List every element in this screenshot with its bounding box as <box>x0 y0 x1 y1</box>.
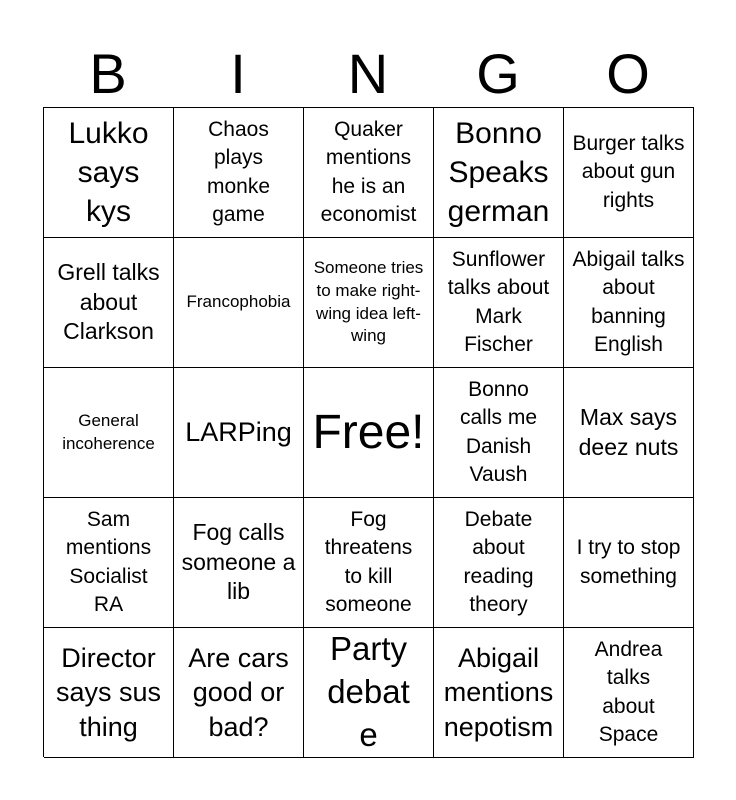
cell-text: Party debate <box>327 630 410 753</box>
bingo-cell[interactable] <box>434 628 564 758</box>
bingo-cell[interactable] <box>564 368 694 498</box>
bingo-cell[interactable] <box>564 108 694 238</box>
header-letter-b: B <box>89 42 127 105</box>
bingo-header <box>43 40 693 108</box>
bingo-cell[interactable] <box>304 238 434 368</box>
header-letter-n: N <box>347 42 389 105</box>
bingo-cell[interactable] <box>304 498 434 628</box>
cell-text: Abigail mentions nepotism <box>443 642 554 742</box>
cell-text: Someone tries to make right-wing idea left-wing <box>313 257 424 346</box>
bingo-cell[interactable] <box>564 628 694 758</box>
cell-text: Sunflower talks about Mark Fischer <box>447 247 550 356</box>
bingo-cell[interactable] <box>304 628 434 758</box>
bingo-board <box>43 107 694 757</box>
bingo-cell[interactable] <box>434 368 564 498</box>
bingo-cell[interactable] <box>434 498 564 628</box>
bingo-cell[interactable] <box>174 498 304 628</box>
cell-text: Free! <box>312 405 425 459</box>
bingo-cell[interactable] <box>44 628 174 758</box>
cell-text: Sam mentions Socialist RA <box>65 507 152 616</box>
cell-text: Fog threatens to kill someone <box>324 507 413 616</box>
cell-text: General incoherence <box>62 410 155 453</box>
header-letter-i: I <box>230 42 246 105</box>
cell-text: Bonno Speaks german <box>447 117 550 228</box>
bingo-cell[interactable] <box>304 108 434 238</box>
bingo-cell[interactable] <box>174 238 304 368</box>
cell-text: I try to stop something <box>576 536 681 588</box>
bingo-cell[interactable] <box>44 238 174 368</box>
cell-text: Grell talks about Clarkson <box>57 258 160 345</box>
bingo-cell[interactable] <box>434 238 564 368</box>
bingo-cell[interactable] <box>44 108 174 238</box>
cell-text: Quaker mentions he is an economist <box>320 117 417 226</box>
bingo-cell[interactable] <box>44 498 174 628</box>
cell-text: Debate about reading theory <box>463 507 534 616</box>
header-letter-g: G <box>476 42 520 105</box>
bingo-cell[interactable] <box>44 368 174 498</box>
cell-text: Bonno calls me Danish Vaush <box>459 377 538 486</box>
cell-text: Max says deez nuts <box>578 403 679 460</box>
cell-text: Director says sus thing <box>55 642 162 742</box>
cell-text: Andrea talks about Space <box>594 637 663 746</box>
cell-text: Are cars good or bad? <box>188 642 289 742</box>
cell-text: Abigail talks about banning English <box>572 247 685 356</box>
bingo-cell[interactable] <box>174 628 304 758</box>
cell-text: Chaos plays monke game <box>206 117 271 226</box>
header-letter-o: O <box>606 42 650 105</box>
cell-text: Fog calls someone a lib <box>181 518 296 605</box>
bingo-cell[interactable] <box>174 108 304 238</box>
cell-text: Burger talks about gun rights <box>572 131 685 212</box>
cell-text: Francophobia <box>186 292 291 312</box>
bingo-cell[interactable] <box>564 238 694 368</box>
bingo-cell free-space[interactable] <box>304 368 434 498</box>
cell-text: Lukko says kys <box>68 117 149 228</box>
bingo-cell[interactable] <box>434 108 564 238</box>
cell-text: LARPing <box>185 417 292 448</box>
bingo-cell[interactable] <box>564 498 694 628</box>
bingo-cell[interactable] <box>174 368 304 498</box>
